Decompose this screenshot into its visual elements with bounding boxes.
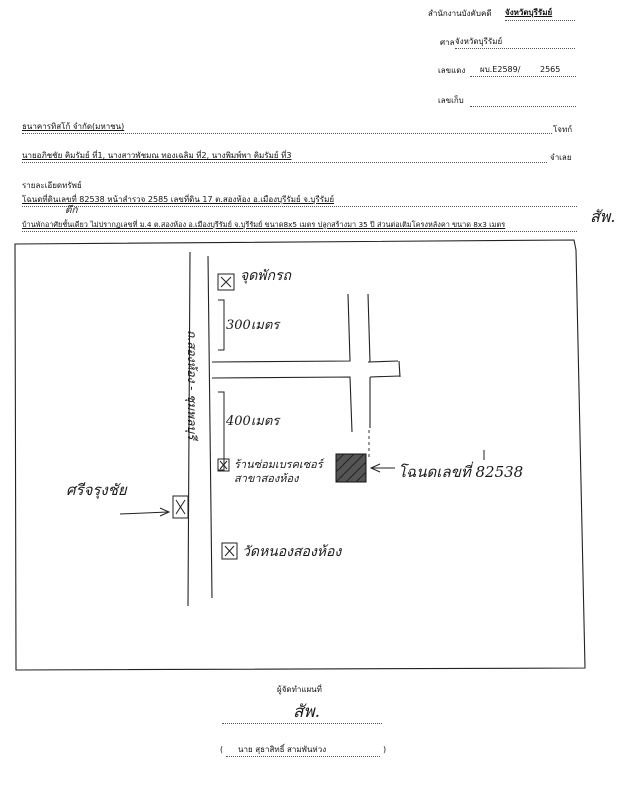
side-road-top-right	[368, 361, 398, 362]
name-open-paren: (	[220, 745, 224, 754]
distance-2-label: 400เมตร	[226, 414, 280, 429]
side-road-bottom-right	[370, 376, 400, 377]
left-landmark-label: ศรีจรุงชัย	[66, 481, 127, 499]
landmark-top-label: จุดพักรถ	[240, 268, 291, 284]
defendants-names: นายอภิชชัย คิมรัมย์ ที่1, นางสาวพัชมณ ทองเฉลิม ที่2, นางพิมพ์พา คิมรัมย์ ที่3	[22, 151, 292, 160]
plaintiff-role: โจทก์	[553, 125, 573, 134]
road-name-label: ถ.สองห้อง - ชุมพลบุรี	[185, 330, 199, 440]
defendants-role: จำเลย	[550, 153, 572, 162]
office-value: จังหวัดบุรีรัมย์	[505, 8, 553, 17]
red-no-label: เลขแดง	[438, 66, 466, 75]
name-dots	[226, 756, 380, 757]
deed-label: โฉนดเลขที่ 82538	[398, 463, 524, 481]
margin-initials: สัพ.	[590, 207, 616, 226]
file-no-label: เลขเก็บ	[438, 96, 464, 105]
court-label: ศาล	[440, 38, 455, 47]
deed-parcel	[336, 454, 366, 482]
signature-dots	[222, 723, 382, 724]
distance-1-label: 300เมตร	[226, 318, 280, 333]
shop-label: ร้านซ่อมเบรคเซอร์ สาขาสองห้อง	[234, 458, 323, 485]
property-line-2-insert: ตึก	[65, 205, 78, 216]
temple-marker	[222, 543, 237, 559]
name-close-paren: )	[383, 745, 387, 754]
temple-label: วัดหนองสองห้อง	[242, 544, 342, 560]
branch-road-right-edge	[368, 294, 370, 362]
court-value: จังหวัดบุรีรัมย์	[455, 37, 503, 46]
left-landmark-marker	[173, 496, 188, 518]
property-line-2: บ้านพักอาศัยชั้นเดียว ไม่ปรากฏเลขที่ ม.4 ต.สองห้อง อ.เมืองบุรีรัมย์ จ.บุรีรัมย์ ขนาด8x5 เมตร ปลูกสร้างมา 35 ปี ส่วนต่อเติมโครงหลังคา ขนาด 8x3 เมตร	[22, 220, 506, 229]
landmark-top-marker	[218, 274, 234, 290]
mapper-name: นาย สุธาสิทธิ์ สามพันห่วง	[238, 745, 327, 754]
property-line-1: โฉนดที่ดินเลขที่ 82538 หน้าสำรวจ 2585 เลขที่ดิน 17 ต.สองห้อง อ.เมืองบุรีรัมย์ จ.บุรีรัมย์	[22, 195, 335, 204]
distance-bracket-2	[218, 392, 224, 470]
main-road-right-edge	[208, 256, 212, 598]
distance-bracket-1	[218, 300, 224, 350]
map-frame	[15, 240, 585, 670]
left-landmark-arrow	[120, 512, 168, 514]
mapper-signature: สัพ.	[293, 702, 320, 722]
side-road-right-end	[399, 361, 400, 377]
red-no-value: ผบ.E2589/	[480, 65, 521, 74]
mapper-label: ผู้จัดทำแผนที่	[277, 685, 322, 694]
red-no-year: 2565	[540, 65, 561, 74]
office-label: สำนักงานบังคับคดี	[428, 9, 492, 18]
plaintiff-name: ธนาคารทิสโก้ จำกัด(มหาชน)	[22, 122, 125, 131]
property-heading: รายละเอียดทรัพย์	[22, 181, 82, 190]
